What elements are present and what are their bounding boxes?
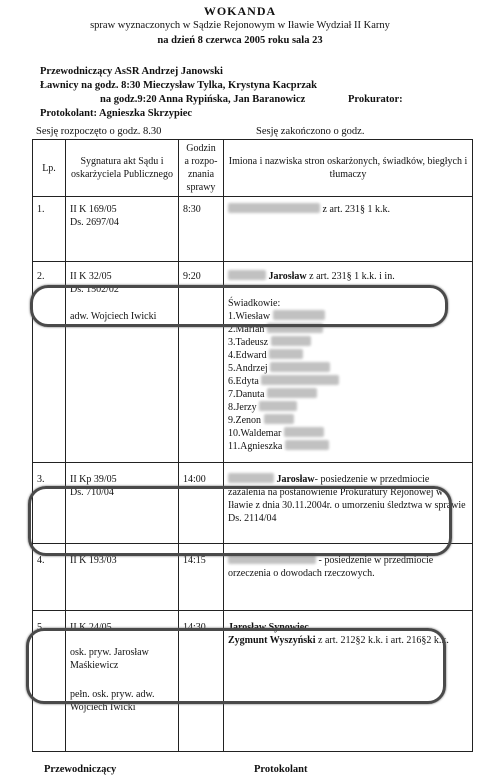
header-parties: Imiona i nazwiska stron oskarżonych, świadków, biegłych i tłumaczy [224, 140, 473, 197]
list-item: 5.Andrzej [228, 362, 468, 375]
row3-sig1: II Kp 39/05 [70, 474, 117, 485]
row5-note2: pełn. osk. pryw. adw. Wojciech Iwicki [70, 689, 155, 713]
redacted-name [228, 473, 274, 483]
list-item: 11.Agnieszka [228, 440, 468, 453]
row5-lp: 5. [33, 611, 66, 752]
row5-sig1: II K 24/05 [70, 622, 112, 633]
row1-parties [224, 197, 473, 262]
header-lp: Lp. [33, 140, 66, 197]
list-item: 8.Jerzy [228, 401, 468, 414]
table-row [33, 262, 473, 463]
row3-description: - posiedzenie w przedmiocie zażalenia na postanowienie Prokuratury Rejonowej w Iławie z dnia 30.11.2004r. o umorzeniu śledztwa w sprawie Ds. 2114/04 [228, 474, 466, 524]
row3-name: Jarosław [276, 474, 315, 485]
row3-sig2: Ds. 710/04 [70, 487, 114, 498]
row2-sig1: II K 32/05 [70, 271, 112, 282]
row1-lp: 1. [33, 197, 66, 262]
row4-sig1: II K 193/03 [70, 555, 117, 566]
document-date-line: na dzień 8 czerwca 2005 roku sala 23 [157, 35, 323, 46]
row4-description: - posiedzenie w przedmiocie orzeczenia o dowodach rzeczowych. [228, 555, 434, 579]
table-row [33, 544, 473, 611]
table-row [33, 463, 473, 544]
document-title: WOKANDA [203, 4, 277, 18]
footer-presiding: Przewodniczący [44, 764, 117, 775]
row2-signature [66, 262, 179, 463]
table-row [33, 197, 473, 262]
document-subtitle: spraw wyznaczonych w Sądzie Rejonowym w Iławie Wydział II Karny [90, 20, 390, 31]
row4-lp: 4. [33, 544, 66, 611]
row3-time: 14:00 [179, 463, 224, 544]
list-item: 9.Zenon [228, 414, 468, 427]
row5-time: 14:30 [179, 611, 224, 752]
list-item: 10.Waldemar [228, 427, 468, 440]
row5-note1: osk. pryw. Jarosław Maśkiewicz [70, 647, 149, 671]
list-item: 4.Edward [228, 349, 468, 362]
row2-parties [224, 262, 473, 463]
session-end: Sesję zakończono o godz. [256, 126, 365, 137]
row1-sig2: Ds. 2697/04 [70, 217, 119, 228]
row5-charge: z art. 212§2 k.k. i art. 216§2 k.k. [318, 635, 449, 646]
redacted-name [228, 554, 316, 564]
row5-signature [66, 611, 179, 752]
list-item: 7.Danuta [228, 388, 468, 401]
session-start: Sesję rozpoczęto o godz. 8.30 [36, 126, 162, 137]
row3-lp: 3. [33, 463, 66, 544]
list-item: 6.Edyta [228, 375, 468, 388]
row2-time: 9:20 [179, 262, 224, 463]
row1-charge: z art. 231§ 1 k.k. [322, 204, 390, 215]
list-item: 3.Tadeusz [228, 336, 468, 349]
header-signature: Sygnatura akt Sądu i oskarżyciela Publicznego [66, 140, 179, 197]
row2-witness-list [228, 310, 468, 453]
row2-lp: 2. [33, 262, 66, 463]
footer-clerk: Protokolant [254, 764, 308, 775]
row2-name: Jarosław [268, 271, 307, 282]
row1-signature [66, 197, 179, 262]
docket-table [32, 139, 473, 752]
presiding-judge: Przewodniczący AsSR Andrzej Janowski [40, 66, 223, 77]
lay-judges-line-1: Ławnicy na godz. 8:30 Mieczysław Tylka, Krystyna Kacprzak [40, 80, 317, 91]
header-time: Godzin a rozpo-znania sprawy [179, 140, 224, 197]
table-header-row [33, 140, 473, 197]
row4-time: 14:15 [179, 544, 224, 611]
lay-judges-line-2: na godz.9:20 Anna Rypińska, Jan Baranowicz [100, 94, 306, 105]
row5-name1: Jarosław Synowiec [228, 622, 309, 633]
redacted-name [228, 203, 320, 213]
row2-charge: z art. 231§ 1 k.k. i in. [309, 271, 395, 282]
row2-defender: adw. Wojciech Iwicki [70, 311, 157, 322]
row5-name2: Zygmunt Wyszyński [228, 635, 316, 646]
row5-parties [224, 611, 473, 752]
table-row [33, 611, 473, 752]
row2-witness-label: Świadkowie: [228, 298, 281, 309]
clerk-line: Protokolant: Agnieszka Skrzypiec [40, 108, 193, 119]
row1-time: 8:30 [179, 197, 224, 262]
list-item: 1.Wiesław [228, 310, 468, 323]
row3-signature [66, 463, 179, 544]
row4-signature [66, 544, 179, 611]
row3-parties [224, 463, 473, 544]
row2-sig2: Ds. 1502/02 [70, 284, 119, 295]
row4-parties [224, 544, 473, 611]
prosecutor-label: Prokurator: [348, 94, 403, 105]
list-item: 2.Marian [228, 323, 468, 336]
row1-sig1: II K 169/05 [70, 204, 117, 215]
redacted-name [228, 270, 266, 280]
